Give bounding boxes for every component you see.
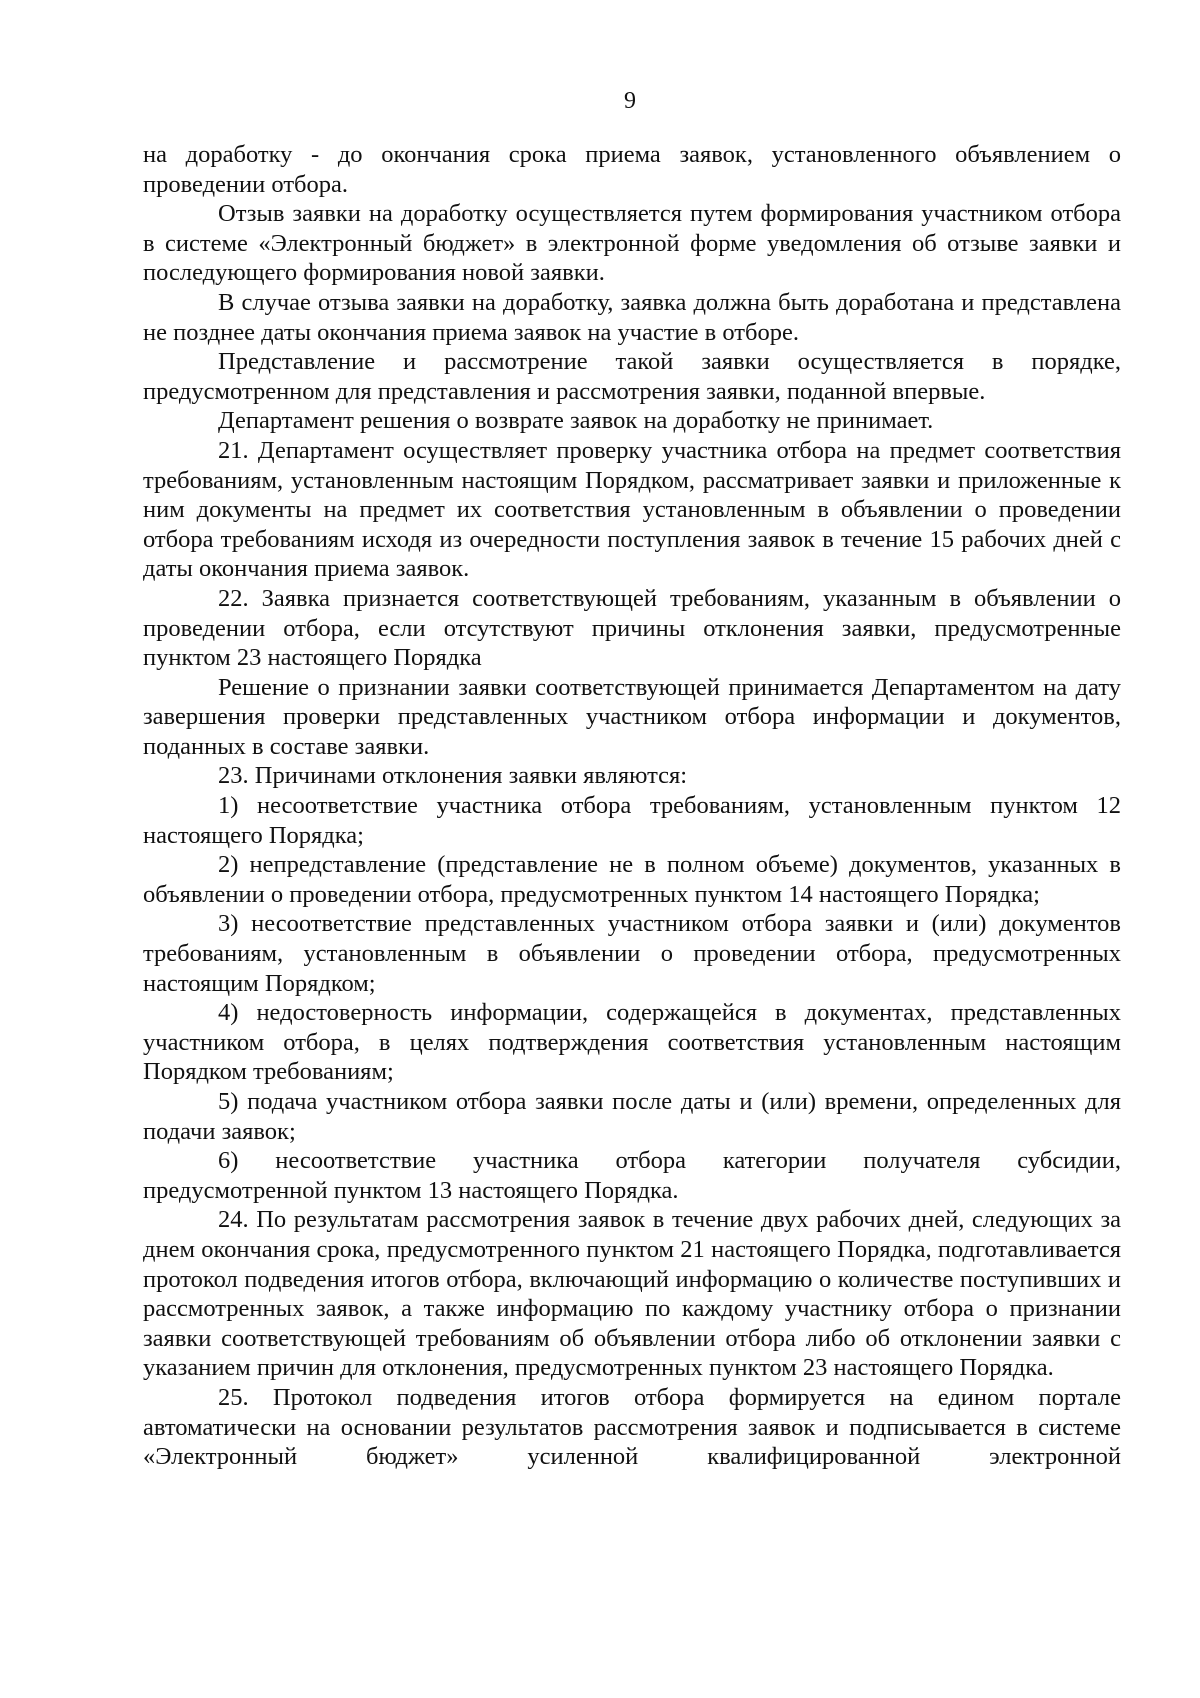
clause-23-item-2: 2) непредставление (представление не в полном объеме) документов, указанных в объявлении о проведении отбора, предусмотренных пунктом 14 настоящего Порядка; bbox=[143, 851, 1121, 908]
clause-23: 23. Причинами отклонения заявки являются: bbox=[218, 762, 688, 790]
paragraph-withdrawal-procedure: Отзыв заявки на доработку осуществляется путем формирования участником отбора в системе «Электронный бюджет» в электронной форме уведомления об отзыве заявки и последующего формирования новой заявки. bbox=[143, 200, 1121, 287]
clause-23-item-3: 3) несоответствие представленных участником отбора заявки и (или) документов требованиям, установленным в объявлении о проведении отбора, предусмотренных настоящим Порядком; bbox=[143, 910, 1121, 997]
clause-21: 21. Департамент осуществляет проверку участника отбора на предмет соответствия требованиям, установленным настоящим Порядком, рассматривает заявки и приложенные к ним документы на предмет их соответствия установленным в объявлении о проведении отбора требованиям исходя из очередности поступления заявок в течение 15 рабочих дней с даты окончания приема заявок. bbox=[143, 436, 1121, 583]
clause-22: 22. Заявка признается соответствующей требованиям, указанным в объявлении о проведении отбора, если отсутствуют причины отклонения заявки, предусмотренные пунктом 23 настоящего Порядка bbox=[143, 584, 1121, 672]
clause-23-item-4: 4) недостоверность информации, содержащейся в документах, представленных участником отбора, в целях подтверждения соответствия установленным настоящим Порядком требованиям; bbox=[143, 999, 1121, 1086]
clause-23-item-5: 5) подача участником отбора заявки после даты и (или) времени, определенных для подачи заявок; bbox=[143, 1088, 1121, 1145]
clause-25: 25. Протокол подведения итогов отбора формируется на едином портале автоматически на основании результатов рассмотрения заявок и подписывается в системе «Электронный бюджет» усиленной квалифицированной электронной bbox=[143, 1383, 1121, 1471]
paragraph-continuation: на доработку - до окончания срока приема заявок, установленного объявлением о проведении отбора. bbox=[143, 141, 1121, 198]
clause-23-item-6: 6) несоответствие участника отбора категории получателя субсидии, предусмотренной пунктом 13 настоящего Порядка. bbox=[143, 1147, 1121, 1204]
page-number: 9 bbox=[624, 88, 636, 114]
paragraph-revision-deadline: В случае отзыва заявки на доработку, заявка должна быть доработана и представлена не позднее даты окончания приема заявок на участие в отборе. bbox=[143, 288, 1121, 346]
paragraph-no-return: Департамент решения о возврате заявок на доработку не принимает. bbox=[218, 407, 934, 435]
document-body bbox=[143, 140, 1121, 1472]
clause-23-item-1: 1) несоответствие участника отбора требованиям, установленным пунктом 12 настоящего Порядка; bbox=[143, 792, 1121, 849]
paragraph-compliance-decision: Решение о признании заявки соответствующей принимается Департаментом на дату завершения проверки представленных участником отбора информации и документов, поданных в составе заявки. bbox=[143, 673, 1121, 760]
paragraph-review-order: Представление и рассмотрение такой заявки осуществляется в порядке, предусмотренном для представления и рассмотрения заявки, поданной впервые. bbox=[143, 348, 1121, 405]
clause-24: 24. По результатам рассмотрения заявок в течение двух рабочих дней, следующих за днем окончания срока, предусмотренного пунктом 21 настоящего Порядка, подготавливается протокол подведения итогов отбора, включающий информацию о количестве поступивших и рассмотренных заявок, а также информацию по каждому участнику отбора о признании заявки соответствующей требованиям об объявлении отбора либо об отклонении заявки с указанием причин для отклонения, предусмотренных пунктом 23 настоящего Порядка. bbox=[143, 1206, 1121, 1382]
